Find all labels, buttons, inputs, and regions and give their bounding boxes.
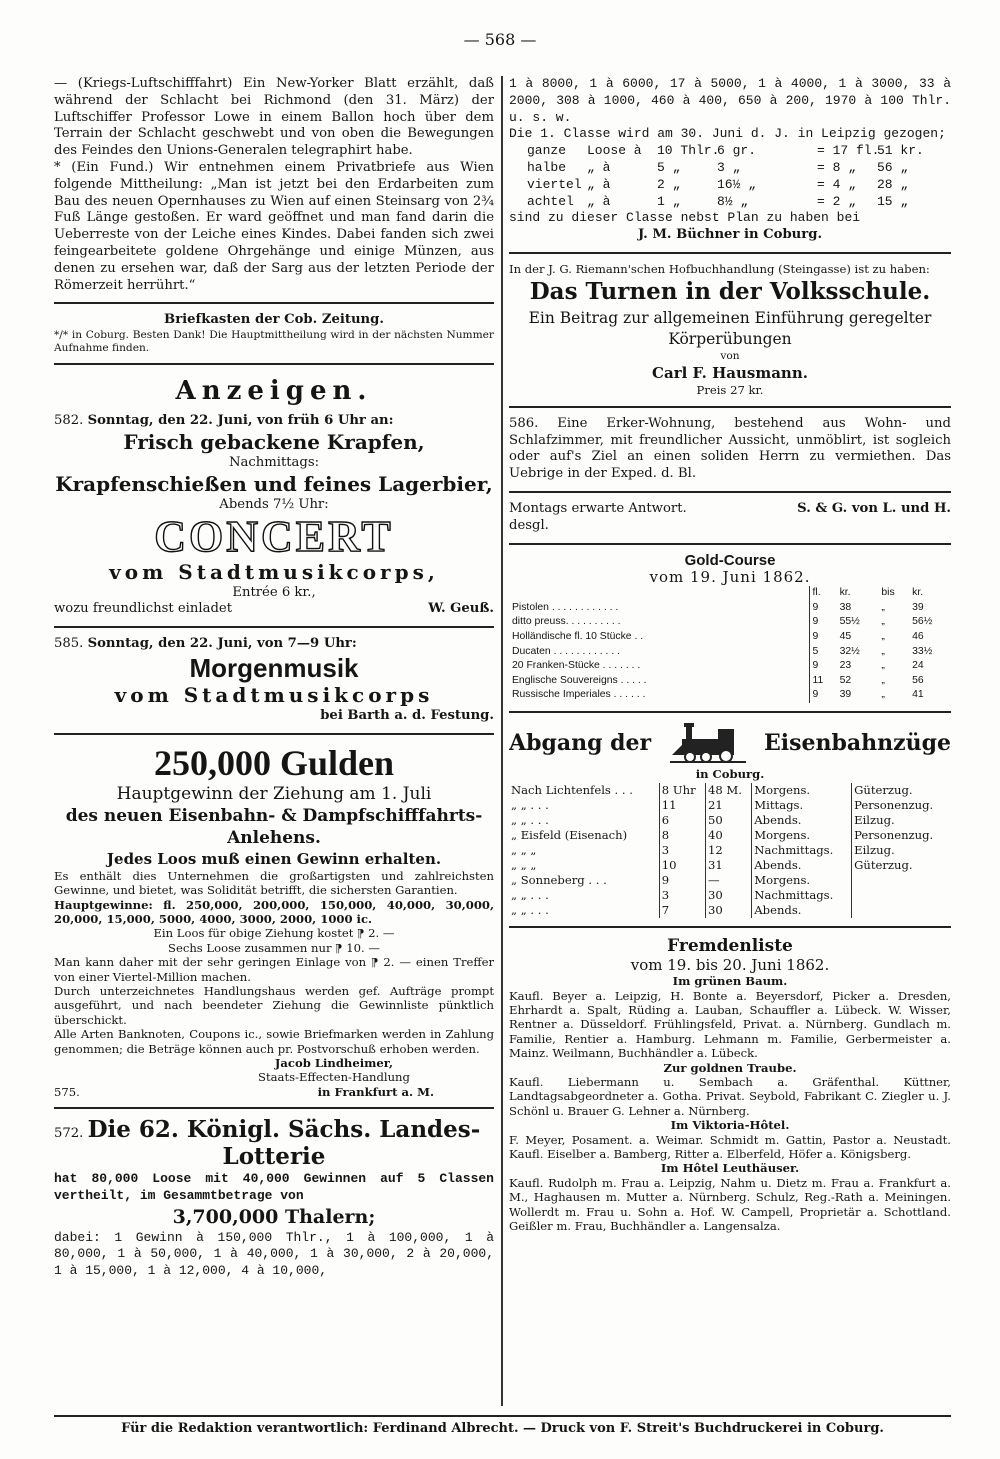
gold-cell: 9 [809, 659, 837, 674]
gold-cell: 33½ [912, 645, 933, 657]
divider [509, 711, 951, 713]
gold-cell: Pistolen . . . . . . . . . . . . [512, 601, 619, 613]
rail-cell: Nachmittags. [752, 888, 852, 903]
gold-header-row [509, 586, 951, 601]
rail-cell: „ „ . . . [511, 798, 549, 813]
ad-575-anlehen: des neuen Eisenbahn- & Dampfschifffahrts- [65, 805, 483, 826]
ad-582-einladung: wozu freundlichst einladet [54, 601, 232, 617]
gold-cell: „ [881, 645, 885, 657]
ad-number: 585. [54, 636, 84, 652]
lottery-price-cell: = 4 „ [817, 176, 857, 192]
rail-cell: 9 [659, 873, 705, 888]
rail-cell: „ „ . . . [511, 888, 549, 903]
lottery-price-cell: = 2 „ [817, 193, 857, 209]
gold-cell: 9 [809, 615, 837, 630]
ad-575-hauptgewinn: Hauptgewinn der Ziehung am 1. Juli [116, 783, 432, 804]
ad-575 [54, 743, 494, 1100]
ad-572-lotterie: Lotterie [222, 1143, 326, 1171]
hotel-guests: Kaufl. Liebermann u. Sembach a. Gräfenthal. Küttner, Landtagsabgeordneter a. Gotha. Privat. Seybold, Fabrikant C. Ziegler u. J. Schönl u. Brauer G. Lehner a. Nürnberg. [509, 1074, 951, 1118]
ad-575-headline: 250,000 Gulden [153, 742, 395, 783]
lottery-price-cell: ganze [527, 143, 567, 159]
ad-number: 575. [54, 1084, 80, 1099]
book-subtitle: Ein Beitrag zur allgemeinen Einführung geregelter [528, 309, 932, 328]
rail-cell: 50 [705, 813, 751, 828]
hotel-guests: Kaufl. Beyer a. Leipzig, H. Bonte a. Beyersdorf, Picker a. Dresden, Ehrhardt a. Spalt, Rüding a. Lauban, Schauffler a. Lübeck. W. Wisser, Rentner a. Düsseldorf. Frühlingsfeld, Privat. a. Nürnberg. Gundlach m. Familie, Rentier a. Hamburg. Lehmann m. Familie, Gerbermeister a. Mainz. Weilmann, Buchhändler a. Lübeck. [509, 988, 951, 1061]
rail-cell: 30 [705, 903, 751, 918]
rail-row [509, 798, 951, 813]
rail-cell: Abends. [752, 813, 852, 828]
divider [54, 1107, 494, 1109]
gold-cell: 39 [839, 689, 852, 701]
ad-572-sum: 3,700,000 Thalern; [172, 1205, 376, 1228]
rail-title-right: Eisenbahnzüge [763, 730, 951, 757]
lottery-price-cell: achtel [527, 193, 574, 209]
rail-cell: Nach Lichtenfels . . . [511, 783, 633, 798]
ad-585-location: bei Barth a. d. Festung. [320, 707, 494, 723]
lottery-price-cell: 2 „ [657, 176, 681, 192]
gold-cell: 9 [809, 630, 837, 645]
book-author: Carl F. Hausmann. [652, 364, 808, 383]
lottery-price-cell: 15 „ [877, 193, 909, 209]
lottery-price-row [527, 143, 951, 160]
rail-cell: Mittags. [752, 798, 852, 813]
gold-cell: 38 [839, 601, 852, 613]
rail-row [509, 858, 951, 873]
rail-row [509, 828, 951, 843]
ad-582-entree: Entrée 6 kr., [232, 584, 316, 600]
hotel-heading: Im Viktoria-Hôtel. [670, 1118, 790, 1133]
rail-cell: 30 [705, 888, 751, 903]
rail-row [509, 873, 951, 888]
gold-cell: 32½ [839, 645, 860, 657]
briefkasten-title: Briefkasten der Cob. Zeitung. [164, 312, 384, 328]
hotel-guests: F. Meyer, Posament. a. Weimar. Schmidt m. Gattin, Pastor a. Neustadt. Kaufl. Eiselber a. Bamberg, Ritter a. Elberfeld, Höfer a. Königsberg. [509, 1132, 951, 1161]
rail-cell: 6 [659, 813, 705, 828]
gold-title: Gold-Course [684, 551, 776, 569]
briefkasten-text: */* in Coburg. Besten Dank! Die Hauptmittheilung wird in der nächsten Nummer Aufnahme finden. [54, 329, 494, 355]
rail-cell: 3 [659, 843, 705, 858]
ad-585-stadtmusikcorps: vom Stadtmusikcorps [114, 682, 434, 707]
divider [509, 543, 951, 545]
rail-cell: — [705, 873, 751, 888]
gold-body [509, 601, 951, 703]
lottery-price-row [527, 194, 951, 211]
rail-cell: 31 [705, 858, 751, 873]
ad-book [509, 262, 951, 398]
ad-582 [54, 413, 494, 618]
gold-header-cell: fl. [809, 586, 837, 601]
lottery-price-cell: „ à [587, 159, 611, 175]
rail-cell: 48 M. [705, 783, 751, 798]
gold-header-cell [509, 586, 809, 601]
gold-cell: 45 [839, 630, 852, 642]
lottery-price-cell: Loose à [587, 143, 642, 159]
ad-585-line1: Sonntag, den 22. Juni, von 7—9 Uhr: [87, 636, 357, 652]
ad-582-line1: Sonntag, den 22. Juni, von früh 6 Uhr an: [87, 413, 394, 429]
rail-cell: Morgens. [752, 783, 852, 798]
rail-row [509, 888, 951, 903]
gold-cell: Russische Imperiales . . . . . . [512, 689, 646, 701]
gold-cell: 20 Franken-Stücke . . . . . . . [512, 660, 641, 672]
divider [54, 302, 494, 304]
gold-cell: „ [881, 660, 885, 672]
article-luftschifffahrt: — (Kriegs-Luftschifffahrt) Ein New-Yorker Blatt erzählt, daß während der Schlacht bei Richmond (den 31. März) der Luftschiffer Professor Lowe in einem Ballon hoch über dem Terrain der Schlacht geschwebt und von oben die Bewegungen des Feindes den Unions-Generalen telegraphirt habe. [54, 76, 494, 159]
gold-header-cell: kr. [912, 587, 924, 599]
gold-table [509, 586, 951, 703]
rail-cell: „ „ . . . [511, 813, 549, 828]
rail-cell: Personenzug. [852, 828, 951, 843]
gold-cell: 5 [809, 645, 837, 660]
gold-row [509, 659, 951, 674]
gold-cell: „ [881, 616, 885, 628]
lottery-price-cell: 51 kr. [877, 143, 924, 159]
ad-number: 572. [54, 1126, 84, 1142]
gold-header-cell: bis [881, 587, 895, 599]
montag-desgl: desgl. [509, 517, 549, 533]
ad-575-firm3: in Frankfurt a. M. [317, 1084, 434, 1099]
ad-586: 586. Eine Erker-Wohnung, bestehend aus Wohn- und Schlafzimmer, mit freundlicher Aussicht, unmöblirt, ist sogleich oder auf's Ziel an einen soliden Herrn zu vermiethen. Das Uebrige in der Exped. d. Bl. [509, 415, 951, 482]
gold-cell: Ducaten . . . . . . . . . . . . [512, 645, 620, 657]
anzeigen-heading: Anzeigen. [175, 376, 373, 407]
gold-cell: „ [881, 601, 885, 613]
left-column [54, 76, 494, 1406]
lottery-price-cell: 5 „ [657, 159, 681, 175]
gold-cell: 56½ [912, 616, 933, 628]
gold-cell: 9 [809, 688, 837, 703]
gold-cell: 39 [912, 601, 924, 613]
divider [509, 252, 951, 254]
lottery-price-cell: viertel [527, 176, 582, 192]
lottery-price-cell: 16½ „ [717, 176, 757, 192]
lottery-price-cell: = 8 „ [817, 159, 857, 175]
rail-cell: 21 [705, 798, 751, 813]
gold-header-cell: kr. [839, 587, 851, 599]
fremden-date: vom 19. bis 20. Juni 1862. [630, 956, 830, 975]
ad-575-text6: Durch unterzeichnetes Handlungshaus werden gef. Aufträge prompt ausgeführt, und nach beendeter Ziehung die Gewinnliste pünktlich überschickt. [54, 983, 494, 1027]
rail-cell: 11 [659, 798, 705, 813]
fremdenliste [509, 936, 951, 1233]
ad-582-signature: W. Geuß. [428, 601, 494, 617]
ad-575-preis6: Sechs Loose zusammen nur ⁋ 10. — [168, 940, 380, 955]
lottery-price-cell: 10 Thlr. [657, 143, 720, 159]
montag-notice: Montags erwarte Antwort. [509, 500, 687, 516]
right-column [509, 76, 951, 1406]
gold-cell: ditto preuss. . . . . . . . . . [512, 616, 621, 628]
page-number: — 568 — [463, 30, 537, 49]
gold-cell: 11 [809, 674, 837, 689]
fremden-title: Fremdenliste [667, 936, 793, 957]
rail-cell: „ „ „ [511, 843, 537, 858]
montag-signature: S. & G. von L. und H. [797, 500, 951, 516]
rail-cell: 3 [659, 888, 705, 903]
lottery-end: sind zu dieser Classe nebst Plan zu haben bei [509, 210, 861, 226]
gold-row [509, 674, 951, 689]
gold-cell: „ [881, 630, 885, 642]
lottery-price-cell: 8½ „ [717, 193, 749, 209]
hotel-heading: Im grünen Baum. [672, 974, 788, 989]
ad-582-krapfen: Frisch gebackene Krapfen, [123, 429, 425, 454]
rail-cell: 12 [705, 843, 751, 858]
rail-subtitle: in Coburg. [695, 766, 765, 781]
rail-cell: Morgens. [752, 873, 852, 888]
ad-572-text3: dabei: 1 Gewinn à 150,000 Thlr., 1 à 100,000, 1 à 80,000, 1 à 50,000, 1 à 40,000, 1 à 30,000, 2 à 20,000, 1 à 15,000, 1 à 12,000, 4 à 10,000, [54, 1229, 494, 1279]
rail-cell: Güterzug. [852, 783, 951, 798]
rail-cell: Eilzug. [852, 843, 951, 858]
rail-cell: 8 Uhr [659, 783, 705, 798]
gold-course [509, 553, 951, 703]
lottery-price-cell: halbe [527, 159, 567, 175]
gold-cell: 46 [912, 630, 924, 642]
rail-title-left: Abgang der [509, 730, 652, 757]
rail-table [509, 783, 951, 918]
ad-575-preis1: Ein Loos für obige Ziehung kostet ⁋ 2. — [153, 926, 395, 941]
ad-572-text1: hat 80,000 Loose mit 40,000 Gewinnen auf 5 Classen vertheilt, im Gesammtbetrage von [54, 1171, 494, 1203]
column-divider [501, 76, 503, 1406]
rail-cell [852, 873, 951, 888]
gold-row [509, 688, 951, 703]
ad-585 [54, 636, 494, 725]
ad-575-anlehen2: Anlehens. [227, 827, 321, 848]
lottery-price-cell: 1 „ [657, 193, 681, 209]
rail-cell: „ „ „ [511, 858, 537, 873]
rail-row [509, 903, 951, 918]
gold-cell: Englische Souvereigns . . . . . [512, 674, 647, 686]
hotel-heading: Im Hôtel Leuthäuser. [660, 1161, 800, 1176]
hotel-heading: Zur goldnen Traube. [663, 1060, 797, 1075]
gold-cell: 56 [912, 674, 924, 686]
rail-cell: Abends. [752, 858, 852, 873]
article-fund: * (Ein Fund.) Wir entnehmen einem Privatbriefe aus Wien folgende Mittheilung: „Man ist jetzt bei den Erdarbeiten zum Bau des neuen Opernhauses zu Wien auf einen Steinsarg von 2¾ Fuß Länge gestoßen. Er ward geöffnet und man fand darin die Ueberreste von der Leiche eines Kindes. Dabei fanden sich zwei feingearbeitete goldene Ohrgehänge und einige Münzen, aus denen zu ersehen war, daß der Sarg aus der letzten Periode der Römerzeit herrührt.“ [54, 159, 494, 293]
rail-cell: „ Eisfeld (Eisenach) [511, 828, 628, 843]
gold-cell: 52 [839, 674, 852, 686]
lottery-firm: J. M. Büchner in Coburg. [637, 227, 823, 243]
rail-cell: 7 [659, 903, 705, 918]
lottery-price-cell: = 17 fl. [817, 143, 880, 159]
ad-582-nachmittags: Nachmittags: [228, 454, 320, 470]
ad-575-hauptgewinne: Hauptgewinne: fl. 250,000, 200,000, 150,000, 40,000, 30,000, 20,000, 15,000, 5000, 4000, 3000, 2000, 1000 ic. [54, 897, 494, 926]
ad-575-jedes-loos: Jedes Loos muß einen Gewinn erhalten. [106, 849, 442, 868]
ad-572-title: Die 62. Königl. Sächs. Landes- [87, 1116, 481, 1144]
ad-575-text1: Es enthält dies Unternehmen die großartigsten und zahlreichsten Gewinne, und bietet, was Solidität betrifft, die sichersten Garantien. [54, 868, 494, 898]
ad-582-stadtmusikcorps: vom Stadtmusikcorps, [109, 559, 439, 584]
lottery-price-cell: 28 „ [877, 176, 909, 192]
rail-cell: 40 [705, 828, 751, 843]
locomotive-icon [668, 721, 748, 767]
lottery-price-cell: „ à [587, 176, 611, 192]
gold-row [509, 645, 951, 660]
ad-575-text5: Man kann daher mit der sehr geringen Einlage von ⁋ 2. — einen Treffer von einer Viertel-Million machen. [54, 955, 494, 984]
book-subtitle2: Körperübungen [668, 330, 792, 349]
rail-cell: Eilzug. [852, 813, 951, 828]
rail-cell: Abends. [752, 903, 852, 918]
book-title: Das Turnen in der Volksschule. [529, 278, 931, 306]
divider [54, 733, 494, 735]
lottery-price-row [527, 160, 951, 177]
gold-cell: 9 [809, 601, 837, 616]
divider [509, 491, 951, 493]
lottery-price-cell: 56 „ [877, 159, 909, 175]
rail-cell: Nachmittags. [752, 843, 852, 858]
divider [54, 626, 494, 628]
divider [509, 926, 951, 928]
gold-cell: Holländische fl. 10 Stücke . . [512, 630, 644, 642]
gold-row [509, 630, 951, 645]
gold-cell: 41 [912, 689, 924, 701]
ad-582-lagerbier: Krapfenschießen und feines Lagerbier, [55, 471, 493, 496]
lottery-continued: 1 à 8000, 1 à 6000, 17 à 5000, 1 à 4000, 1 à 3000, 33 à 2000, 308 à 1000, 460 à 400, 650 à 200, 1970 à 100 Thlr. u. s. w. [509, 76, 951, 125]
ad-582-concert: CONCERT [154, 511, 394, 561]
rail-row [509, 783, 951, 798]
rail-cell [852, 888, 951, 903]
rail-cell: 10 [659, 858, 705, 873]
lottery-class: Die 1. Classe wird am 30. Juni d. J. in Leipzig gezogen; [509, 126, 946, 142]
footer-imprint: Für die Redaktion verantwortlich: Ferdinand Albrecht. — Druck von F. Streit's Buchdruckerei in Coburg. [54, 1415, 951, 1438]
rail-cell: 8 [659, 828, 705, 843]
ad-575-firm2: Staats-Effecten-Handlung [258, 1070, 410, 1085]
gold-row [509, 615, 951, 630]
lottery-price-cell: 6 gr. [717, 143, 757, 159]
rail-cell: Güterzug. [852, 858, 951, 873]
ad-585-morgenmusik: Morgenmusik [189, 652, 359, 683]
gold-date: vom 19. Juni 1862. [649, 568, 811, 587]
gold-cell: „ [881, 689, 885, 701]
ad-582-abends: Abends 7½ Uhr: [219, 496, 329, 512]
ad-575-firm: Jacob Lindheimer, [274, 1056, 394, 1071]
book-von: von [720, 350, 740, 363]
hotel-guests: Kaufl. Rudolph m. Frau a. Leipzig, Nahm u. Dietz m. Frau a. Frankfurt a. M., Haghausen m. Mutter a. Nürnberg. Schulz, Reg.-Rath a. Meiningen. Wollerdt m. Frau u. Sohn a. Hof. W. Campell, Proprietär a. Schottland. Geißler m. Frau, Buchhändler a. Langensalza. [509, 1175, 951, 1234]
gold-cell: 55½ [839, 616, 860, 628]
lottery-price-table [509, 143, 951, 210]
ad-number: 582. [54, 413, 84, 429]
divider [54, 363, 494, 365]
rail-cell: „ „ . . . [511, 903, 549, 918]
gold-cell: 24 [912, 660, 924, 672]
ad-575-text7: Alle Arten Banknoten, Coupons ic., sowie Briefmarken werden in Zahlung genommen; die Beträge können auch pr. Postvorschuß erhoben werden. [54, 1027, 494, 1056]
rail-row [509, 813, 951, 828]
lottery-price-cell: 3 „ [717, 159, 741, 175]
rail-cell: Personenzug. [852, 798, 951, 813]
rail-row [509, 843, 951, 858]
lottery-price-cell: „ à [587, 193, 611, 209]
gold-cell: 23 [839, 660, 852, 672]
book-intro: In der J. G. Riemann'schen Hofbuchhandlung (Steingasse) ist zu haben: [509, 261, 930, 276]
gold-cell: „ [881, 674, 885, 686]
gold-row [509, 601, 951, 616]
lottery-price-row [527, 177, 951, 194]
book-price: Preis 27 kr. [696, 383, 764, 398]
rail-cell: „ Sonneberg . . . [511, 873, 607, 888]
ad-572 [54, 1117, 494, 1280]
rail-cell [852, 903, 951, 918]
rail-cell: Morgens. [752, 828, 852, 843]
railway-departures [509, 721, 951, 918]
divider [509, 406, 951, 408]
